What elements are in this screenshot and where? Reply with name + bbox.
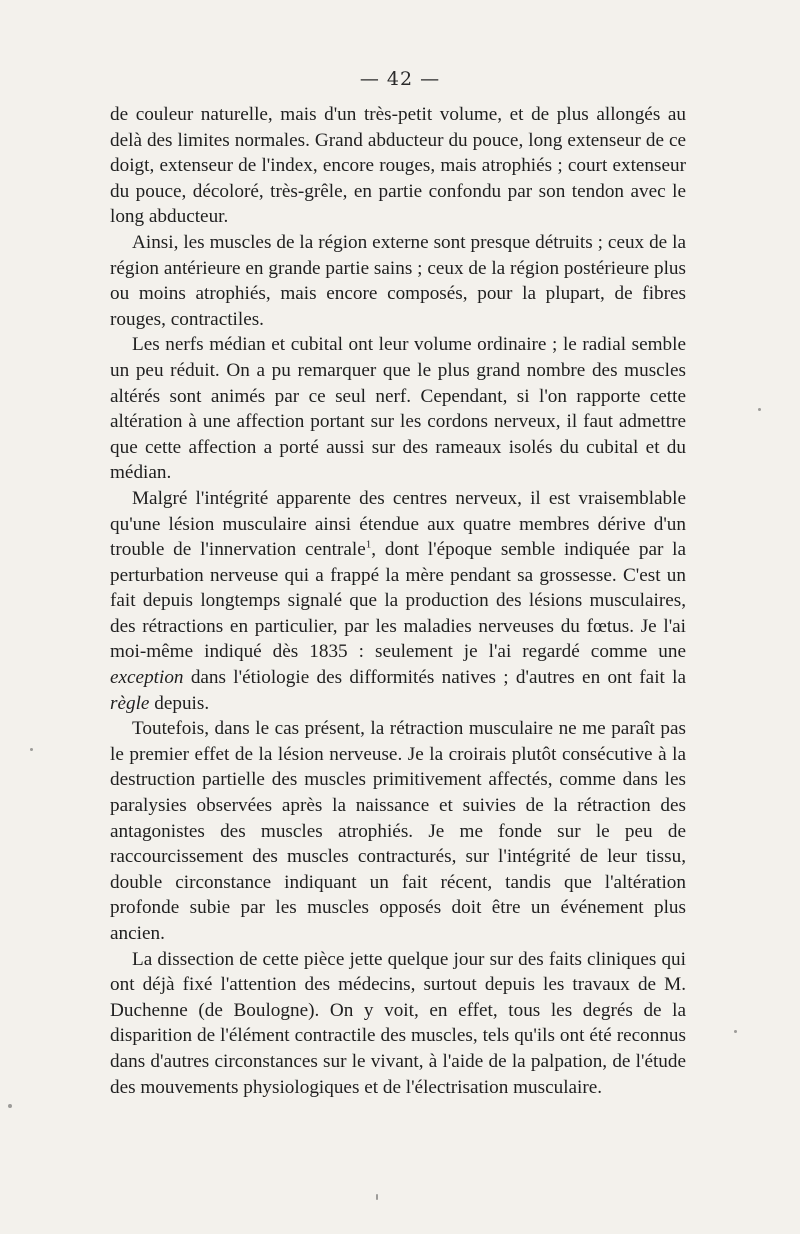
paragraph [110, 102, 686, 230]
italic-term: règle [110, 692, 150, 714]
paragraph-text: Ainsi, les muscles de la région externe sont presque détruits ; ceux de la région antérieure en grande partie sains ; ceux de la région postérieure plus ou moins atrophiés, mais encore composés, pour la plupart, de fibres rouges, contractiles. [110, 231, 686, 330]
scan-speck [758, 408, 761, 411]
paragraph-text: Malgré l'intégrité apparente des centres nerveux, il est vraisemblable qu'une lésion musculaire ainsi étendue aux quatre membres dérive d'un trouble de l'innervation centrale [110, 487, 686, 561]
paragraph-text: depuis. [149, 692, 210, 714]
paragraph [110, 947, 686, 1101]
scan-speck [734, 1030, 737, 1033]
paragraph-text: Les nerfs médian et cubital ont leur volume ordinaire ; le radial semble un peu réduit. On a pu remarquer que le plus grand nombre des muscles altérés sont animés par ce seul nerf. Cependant, si l'on rapporte cette altération à une affection portant sur les cordons nerveux, il faut admettre que cette affection a porté aussi sur des rameaux isolés du cubital et du médian. [110, 334, 686, 484]
paragraph [110, 230, 686, 332]
footnote-marker: 1 [365, 538, 372, 551]
paragraph [110, 716, 686, 946]
paragraph-text: dans l'étiologie des difformités natives ; d'autres en ont fait la [183, 667, 686, 689]
paragraph [110, 486, 686, 716]
paragraph-text: Toutefois, dans le cas présent, la rétraction musculaire ne me paraît pas le premier effet de la lésion nerveuse. Je la croirais plutôt consécutive à la destruction partielle des muscles primitivement affectés, comme dans les paralysies observées après la naissance et suivies de la rétraction des antagonistes des muscles atrophiés. Je me fonde sur le peu de raccourcissement des muscles contracturés, sur l'intégrité de leur tissu, double circonstance indiquant un fait récent, tandis que l'altération profonde subie par les muscles opposés doit être un événement plus ancien. [110, 718, 686, 944]
paragraph-text: , dont l'époque semble indiquée par la perturbation nerveuse qui a frappé la mère pendant sa grossesse. C'est un fait depuis longtemps signalé que la production des lésions musculaires, des rétractions en particulier, par les maladies nerveuses du fœtus. Je l'ai moi-même indiqué dès 1835 : seulement je l'ai regardé comme une [110, 539, 687, 663]
paragraph-text: de couleur naturelle, mais d'un très-petit volume, et de plus allongés au delà des limites normales. Grand abducteur du pouce, long extenseur de ce doigt, extenseur de l'index, encore rouges, mais atrophiés ; court extenseur du pouce, décoloré, très-grêle, en partie confondu par son tendon avec le long abducteur. [110, 104, 686, 228]
body-text [110, 102, 686, 1100]
scan-speck [8, 1104, 12, 1108]
paragraph [110, 332, 686, 486]
paragraph-text: La dissection de cette pièce jette quelque jour sur des faits cliniques qui ont déjà fixé l'attention des médecins, surtout depuis les travaux de M. Duchenne (de Boulogne). On y voit, en effet, tous les degrés de la disparition de l'élément contractile des muscles, tels qu'ils ont été reconnus dans d'autres circonstances sur le vivant, à l'aide de la palpation, de l'étude des mouvements physiologiques et de l'électrisation musculaire. [110, 948, 686, 1098]
scan-speck [376, 1194, 378, 1200]
scan-speck [30, 748, 33, 751]
page-number: — 42 — [359, 68, 441, 90]
italic-term: exception [110, 667, 184, 689]
